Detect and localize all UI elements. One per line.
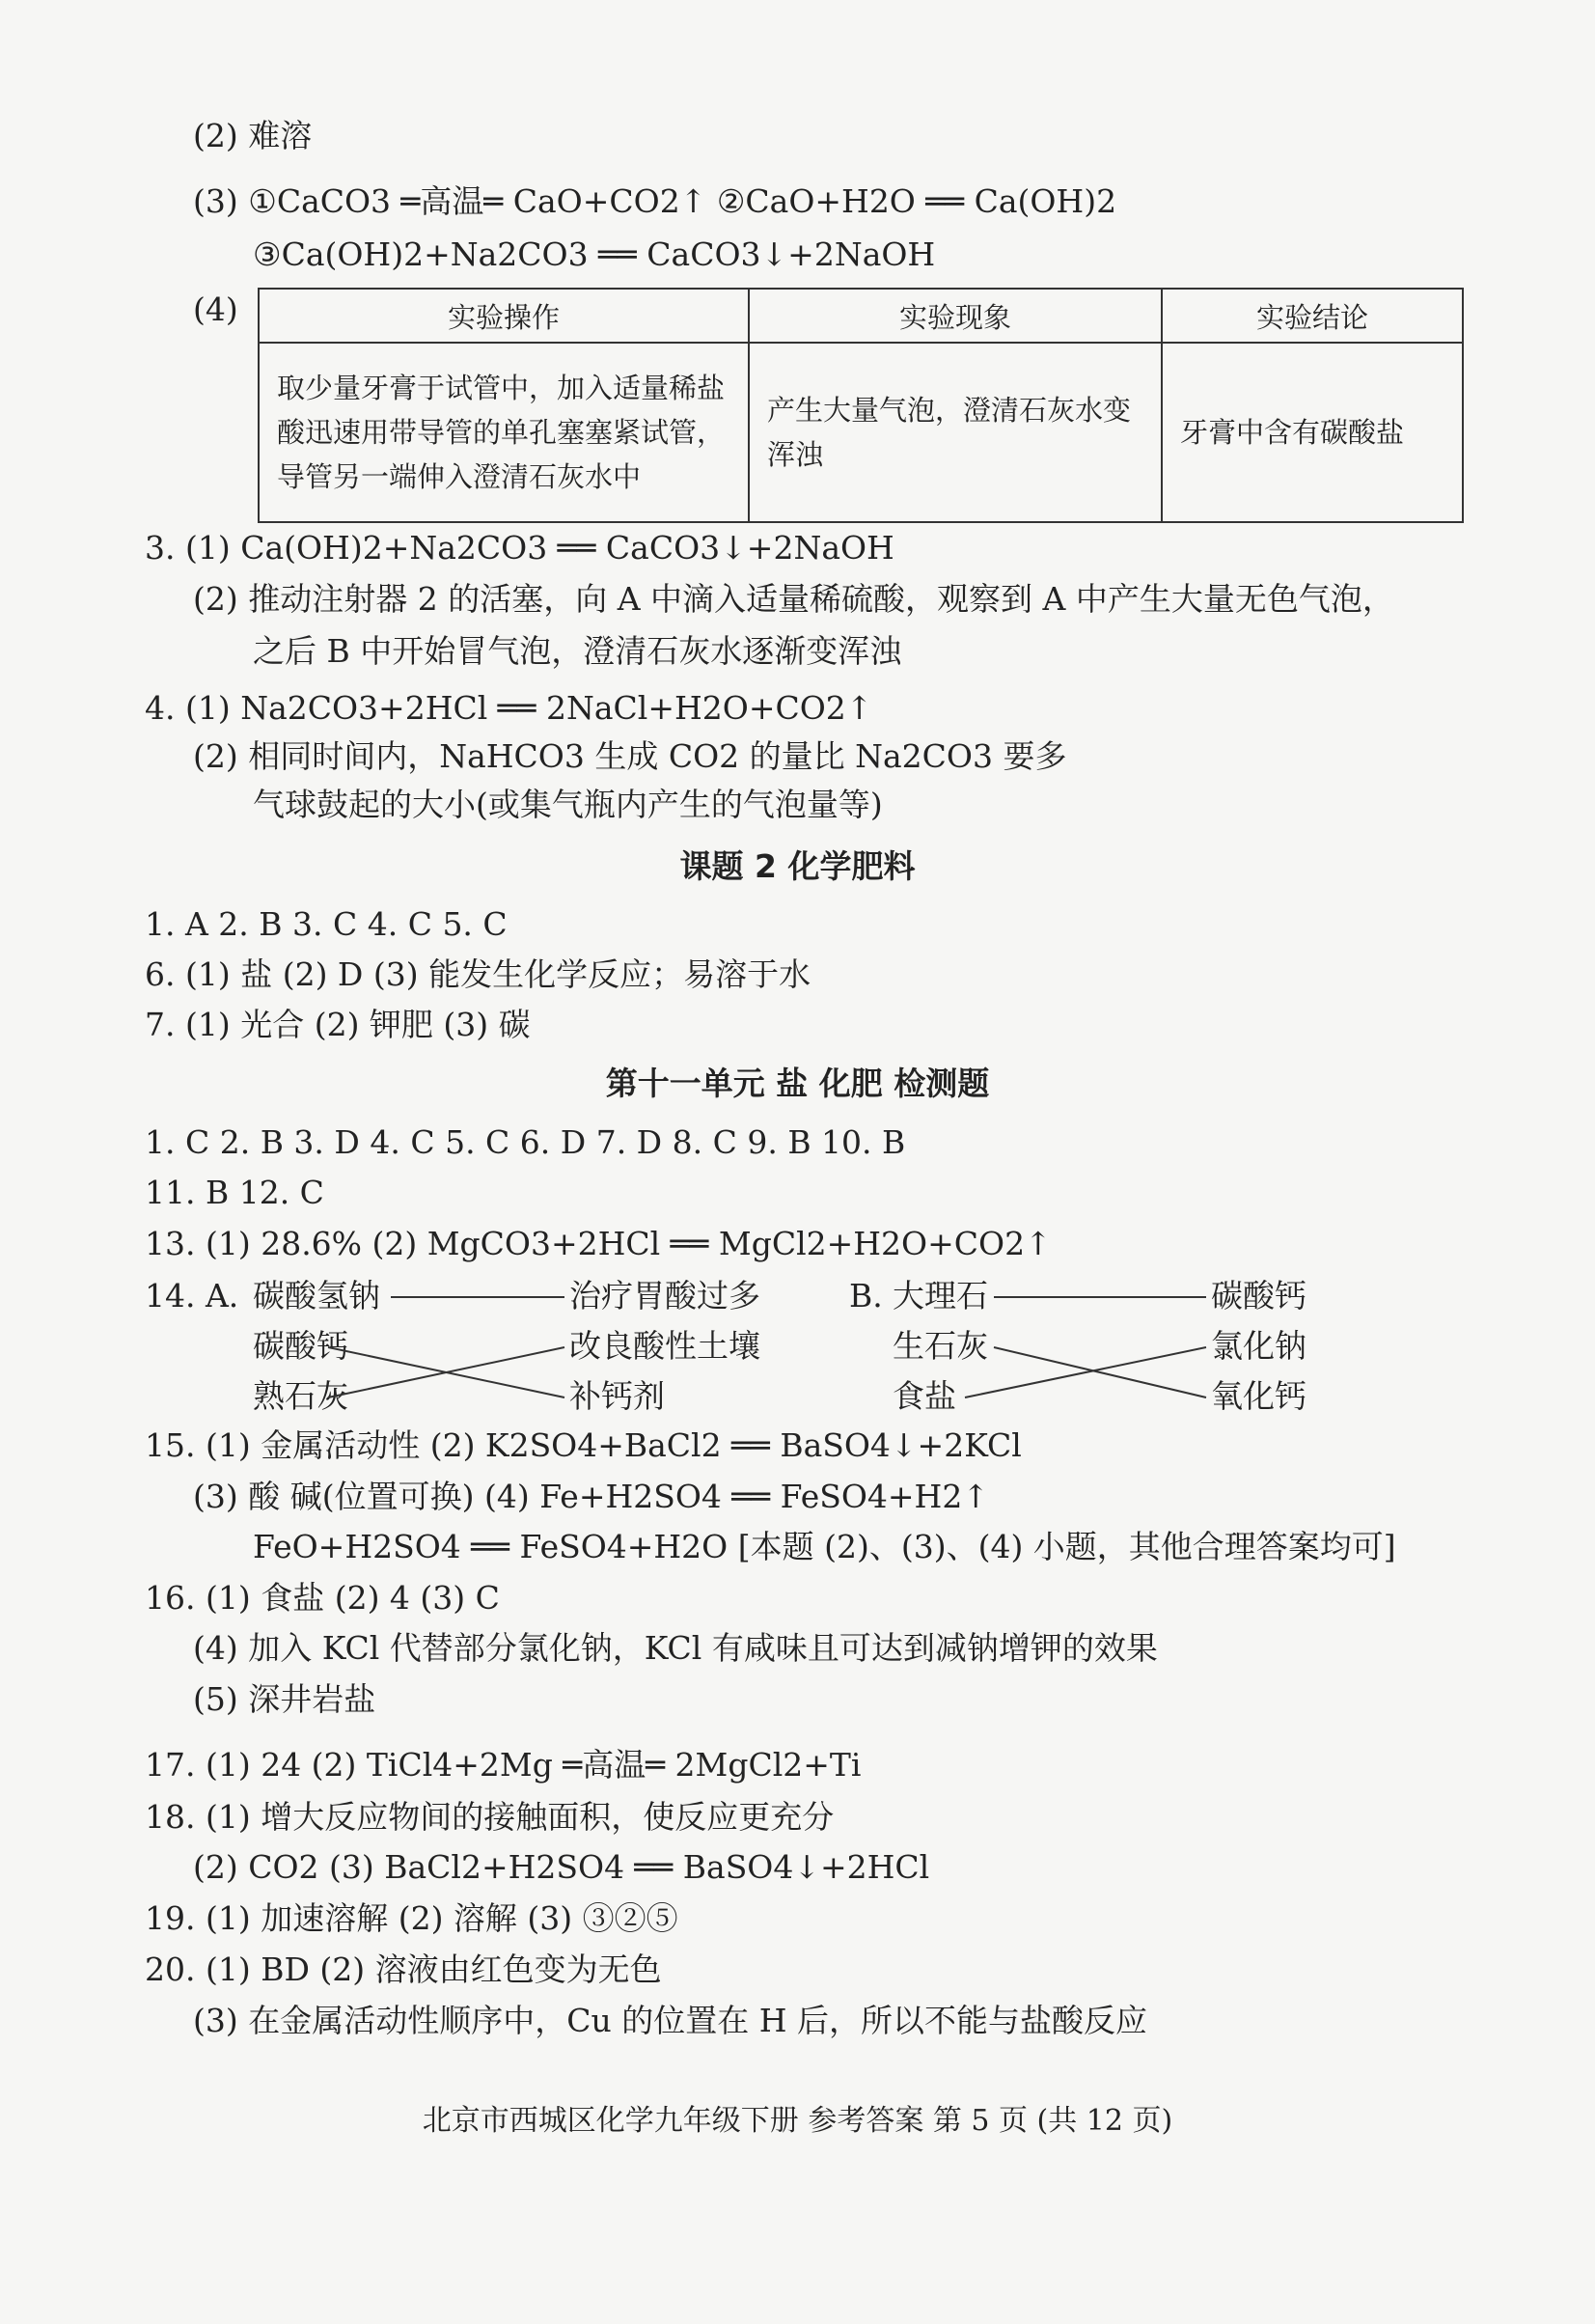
answer-line: 19. (1) 加速溶解 (2) 溶解 (3) ③②⑤ <box>145 1899 678 1937</box>
table-header: 实验结论 <box>1162 289 1463 343</box>
answer-line: 3. (1) Ca(OH)2+Na2CO3 ══ CaCO3↓+2NaOH <box>145 529 894 567</box>
answer-line: 18. (1) 增大反应物间的接触面积，使反应更充分 <box>145 1798 835 1836</box>
answer-line: 7. (1) 光合 (2) 钾肥 (3) 碳 <box>145 1006 531 1043</box>
answer-line: (3) 酸 碱(位置可换) (4) Fe+H2SO4 ══ FeSO4+H2↑ <box>193 1478 989 1515</box>
table-cell: 牙膏中含有碳酸盐 <box>1162 343 1463 522</box>
answer-line: (2) 难溶 <box>193 117 313 154</box>
answer-line: FeO+H2SO4 ══ FeSO4+H2O [本题 (2)、(3)、(4) 小题，其他合理答案均可] <box>253 1528 1396 1565</box>
answer-line: 20. (1) BD (2) 溶液由红色变为无色 <box>145 1950 662 1988</box>
match-right: 碳酸钙 <box>1211 1277 1306 1314</box>
match-left: 食盐 <box>893 1377 956 1415</box>
answer-line: 1. C 2. B 3. D 4. C 5. C 6. D 7. D 8. C 9. B 10. B <box>145 1123 906 1161</box>
q14-prefix: 14. A. <box>145 1277 239 1314</box>
match-right: 治疗胃酸过多 <box>569 1277 760 1314</box>
answer-line: ③Ca(OH)2+Na2CO3 ══ CaCO3↓+2NaOH <box>253 235 936 273</box>
answer-line: 13. (1) 28.6% (2) MgCO3+2HCl ══ MgCl2+H2O+CO2↑ <box>145 1225 1052 1262</box>
table-header: 实验操作 <box>259 289 749 343</box>
answer-line: 1. A 2. B 3. C 4. C 5. C <box>145 905 508 943</box>
answer-line: 之后 B 中开始冒气泡，澄清石灰水逐渐变浑浊 <box>253 632 902 670</box>
answer-line: (2) CO2 (3) BaCl2+H2SO4 ══ BaSO4↓+2HCl <box>193 1848 930 1886</box>
answer-line: 17. (1) 24 (2) TiCl4+2Mg ═高温═ 2MgCl2+Ti <box>145 1746 862 1784</box>
match-right: 改良酸性土壤 <box>569 1327 760 1365</box>
match-left: 生石灰 <box>893 1327 988 1365</box>
match-right: 氧化钙 <box>1211 1377 1306 1415</box>
answer-line: 4. (1) Na2CO3+2HCl ══ 2NaCl+H2O+CO2↑ <box>145 689 873 727</box>
answer-line: (2) 相同时间内，NaHCO3 生成 CO2 的量比 Na2CO3 要多 <box>193 737 1067 775</box>
match-right: 补钙剂 <box>569 1377 665 1415</box>
answer-line: (3) ①CaCO3 ═高温═ CaO+CO2↑ ②CaO+H2O ══ Ca(OH)2 <box>193 182 1117 220</box>
section-title: 课题 2 化学肥料 <box>679 847 916 885</box>
section-title: 第十一单元 盐 化肥 检测题 <box>605 1065 990 1102</box>
table-cell: 取少量牙膏于试管中，加入适量稀盐酸迅速用带导管的单孔塞塞紧试管，导管另一端伸入澄清石灰水中 <box>259 343 749 522</box>
table-cell: 产生大量气泡，澄清石灰水变浑浊 <box>749 343 1162 522</box>
answer-line: (4) <box>193 290 238 328</box>
answer-line: (5) 深井岩盐 <box>193 1680 376 1718</box>
answer-line: 气球鼓起的大小(或集气瓶内产生的气泡量等) <box>253 786 883 823</box>
match-left: 熟石灰 <box>253 1377 348 1415</box>
answer-line: 15. (1) 金属活动性 (2) K2SO4+BaCl2 ══ BaSO4↓+2KCl <box>145 1426 1022 1464</box>
answer-line: (2) 推动注射器 2 的活塞，向 A 中滴入适量稀硫酸，观察到 A 中产生大量无色气泡， <box>193 580 1394 618</box>
match-left: 碳酸钙 <box>253 1327 348 1365</box>
match-line <box>965 1347 1206 1397</box>
answer-line: (3) 在金属活动性顺序中，Cu 的位置在 H 后，所以不能与盐酸反应 <box>193 2002 1147 2039</box>
table-header: 实验现象 <box>749 289 1162 343</box>
page-footer: 北京市西城区化学九年级下册 参考答案 第 5 页 (共 12 页) <box>422 2104 1173 2138</box>
answer-line: 6. (1) 盐 (2) D (3) 能发生化学反应；易溶于水 <box>145 955 811 993</box>
answer-line: 16. (1) 食盐 (2) 4 (3) C <box>145 1579 500 1617</box>
answer-line: (4) 加入 KCl 代替部分氯化钠，KCl 有咸味且可达到减钠增钾的效果 <box>193 1629 1158 1667</box>
q14-b-prefix: B. <box>849 1277 883 1314</box>
match-right: 氯化钠 <box>1211 1327 1306 1365</box>
answer-line: 11. B 12. C <box>145 1174 324 1211</box>
match-left: 碳酸氢钠 <box>253 1277 380 1314</box>
match-left: 大理石 <box>893 1277 988 1314</box>
